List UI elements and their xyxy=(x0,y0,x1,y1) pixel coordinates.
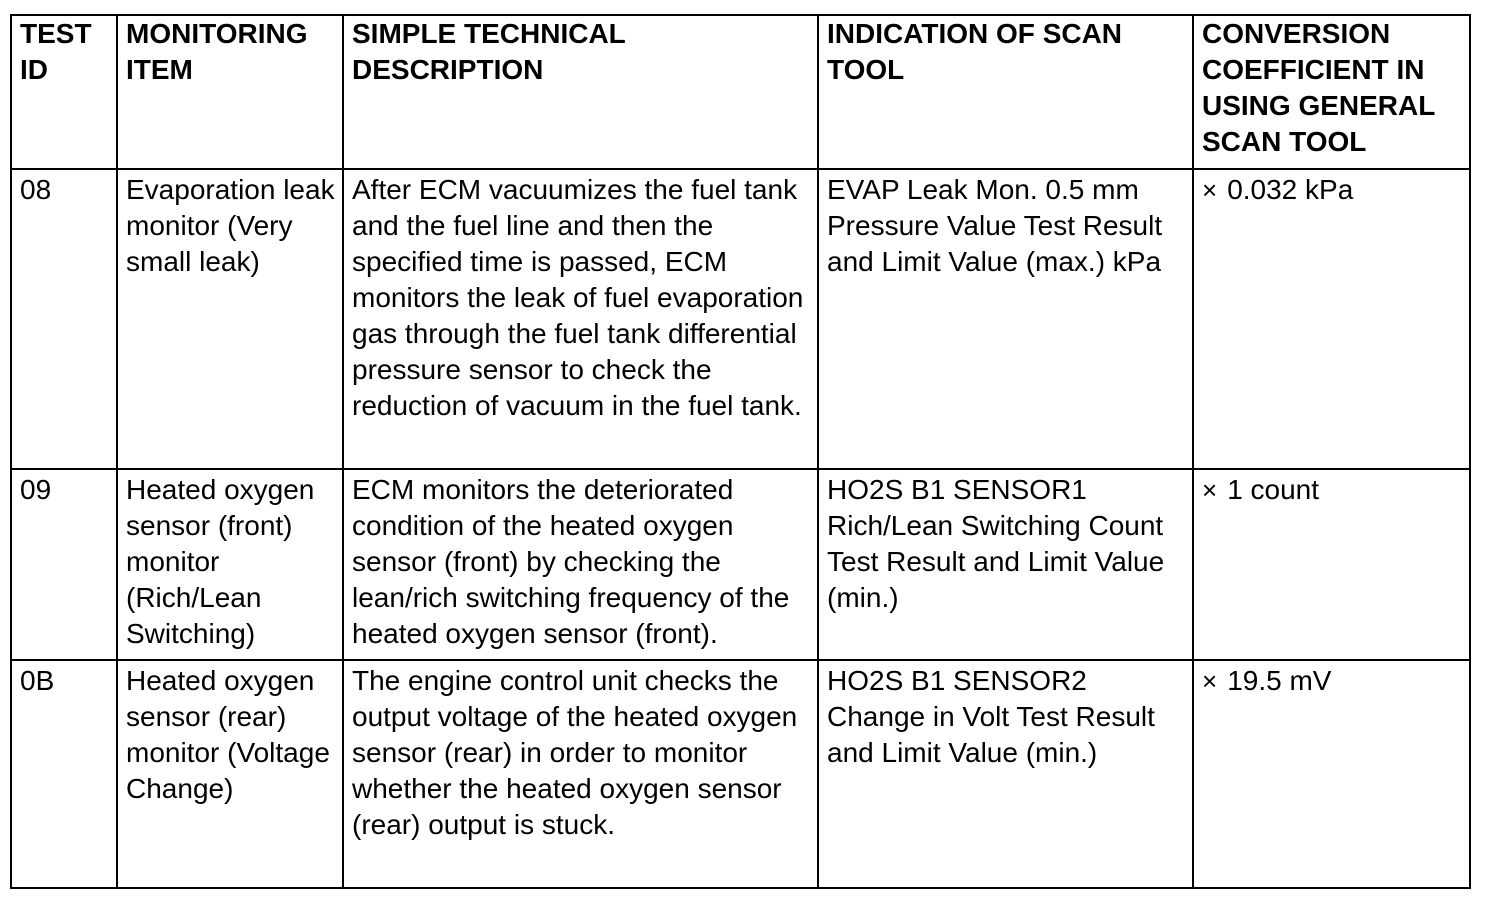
cell-monitoring-item: Heated oxygen sensor (rear) monitor (Voltage Change) xyxy=(117,660,343,888)
table-header-row xyxy=(11,15,1470,169)
cell-scan-tool: EVAP Leak Mon. 0.5 mm Pressure Value Test Result and Limit Value (max.) kPa xyxy=(818,169,1193,469)
monitoring-spec-table xyxy=(10,14,1471,889)
cell-monitoring-item: Heated oxygen sensor (front) monitor (Rich/Lean Switching) xyxy=(117,469,343,660)
cell-test-id: 09 xyxy=(11,469,117,660)
cell-coefficient xyxy=(1193,469,1470,660)
coefficient-value: 0.032 kPa xyxy=(1227,174,1354,205)
table-row xyxy=(11,469,1470,660)
table-row xyxy=(11,169,1470,469)
cell-description: ECM monitors the deteriorated condition of the heated oxygen sensor (front) by checking the lean/rich switching frequency of the heated oxygen sensor (front). xyxy=(343,469,818,660)
cell-scan-tool: HO2S B1 SENSOR2 Change in Volt Test Result and Limit Value (min.) xyxy=(818,660,1193,888)
cell-test-id: 0B xyxy=(11,660,117,888)
header-test-id: TEST ID xyxy=(11,15,117,169)
header-scan-tool: INDICATION OF SCAN TOOL xyxy=(818,15,1193,169)
table-row xyxy=(11,660,1470,888)
coefficient-value: 1 count xyxy=(1227,474,1320,505)
multiply-icon: × xyxy=(1202,175,1218,205)
cell-coefficient xyxy=(1193,660,1470,888)
cell-scan-tool: HO2S B1 SENSOR1 Rich/Lean Switching Count Test Result and Limit Value (min.) xyxy=(818,469,1193,660)
multiply-icon: × xyxy=(1202,666,1218,696)
cell-test-id: 08 xyxy=(11,169,117,469)
cell-description: After ECM vacuumizes the fuel tank and the fuel line and then the specified time is passed, ECM monitors the leak of fuel evaporation gas through the fuel tank differential pressure sensor to check the reduction of vacuum in the fuel tank. xyxy=(343,169,818,469)
cell-coefficient xyxy=(1193,169,1470,469)
multiply-icon: × xyxy=(1202,475,1218,505)
cell-description: The engine control unit checks the output voltage of the heated oxygen sensor (rear) in order to monitor whether the heated oxygen sensor (rear) output is stuck. xyxy=(343,660,818,888)
cell-monitoring-item: Evaporation leak monitor (Very small leak) xyxy=(117,169,343,469)
header-monitoring-item: MONITORING ITEM xyxy=(117,15,343,169)
header-coefficient: CONVERSION COEFFICIENT IN USING GENERAL SCAN TOOL xyxy=(1193,15,1470,169)
header-description: SIMPLE TECHNICAL DESCRIPTION xyxy=(343,15,818,169)
coefficient-value: 19.5 mV xyxy=(1227,665,1332,696)
